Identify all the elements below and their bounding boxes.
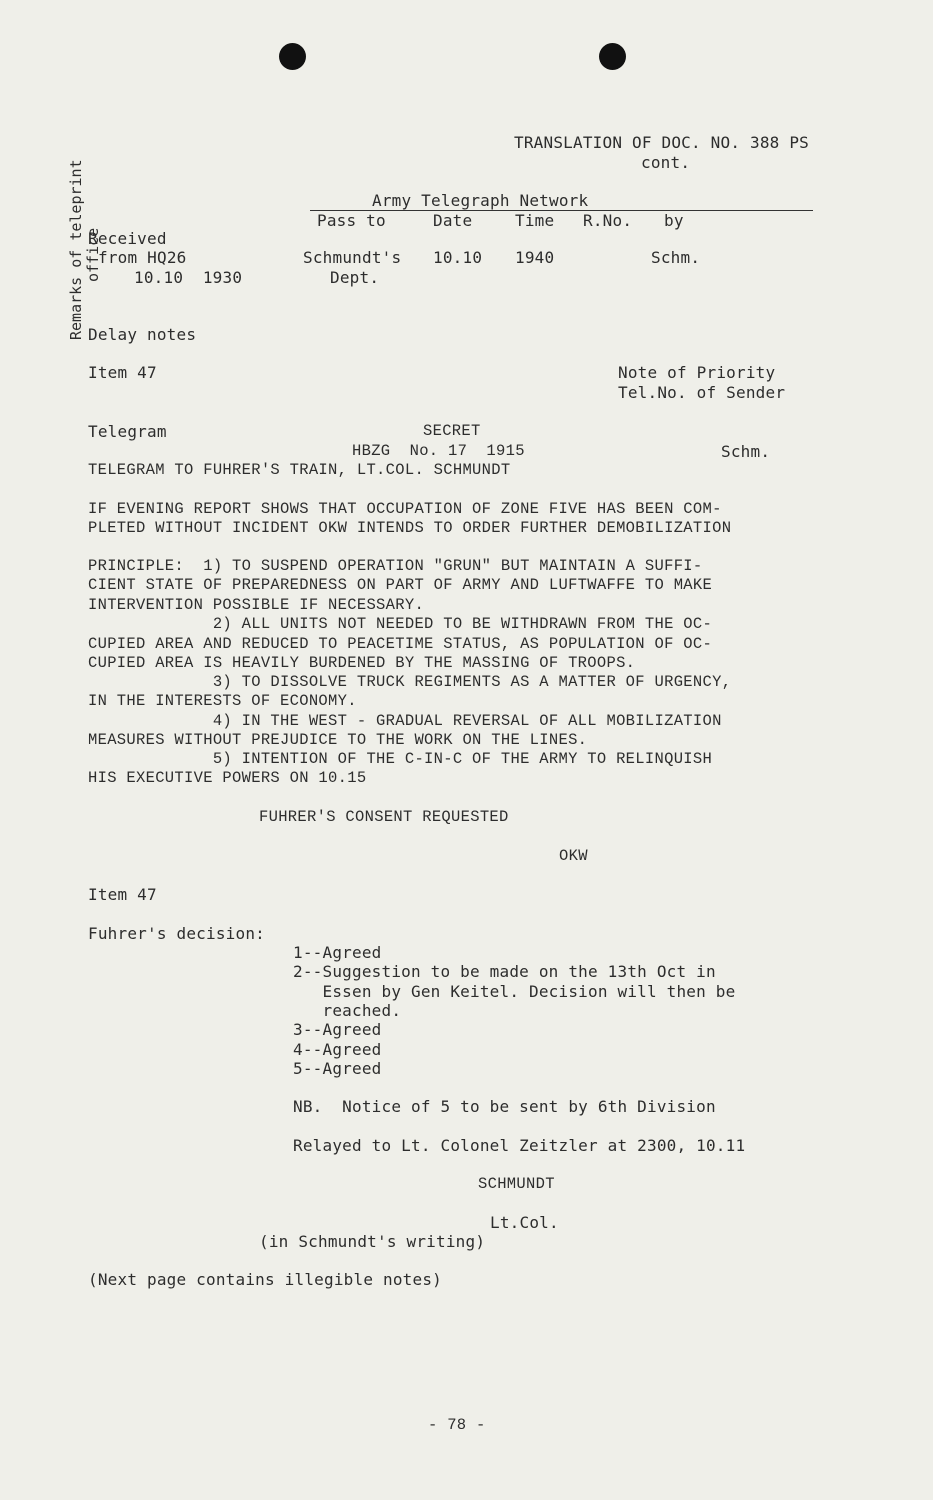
principle-line: HIS EXECUTIVE POWERS ON 10.15 — [88, 769, 367, 787]
punch-hole-right — [599, 43, 626, 70]
principle-line: INTERVENTION POSSIBLE IF NECESSARY. — [88, 596, 425, 614]
col-rno: R.No. — [583, 211, 633, 230]
priority-note: Note of Priority — [618, 363, 776, 382]
principle-line: CUPIED AREA AND REDUCED TO PEACETIME STATUS, AS POPULATION OF OC- — [88, 635, 713, 653]
principle-line: 5) INTENTION OF THE C-IN-C OF THE ARMY TO RELINQUISH — [88, 750, 713, 768]
telegram-label: Telegram — [88, 422, 167, 441]
doc-title: TRANSLATION OF DOC. NO. 388 PS — [514, 133, 809, 152]
delay-notes: Delay notes — [88, 325, 197, 344]
sender-tel-no: Tel.No. of Sender — [618, 383, 786, 402]
writing-note: (in Schmundt's writing) — [259, 1232, 486, 1251]
page-number: - 78 - — [428, 1416, 486, 1434]
telegram-ref: HBZG No. 17 1915 — [352, 442, 525, 460]
principle-line: PRINCIPLE: 1) TO SUSPEND OPERATION "GRUN" BUT MAINTAIN A SUFFI- — [88, 557, 703, 575]
row-pass-to-2: Dept. — [330, 268, 380, 287]
margin-note-line2: office — [84, 227, 102, 282]
network-header: Army Telegraph Network — [372, 191, 589, 210]
decision-line: 1--Agreed — [293, 943, 382, 962]
decision-line: 3--Agreed — [293, 1020, 382, 1039]
principle-line: 3) TO DISSOLVE TRUCK REGIMENTS AS A MATTER OF URGENCY, — [88, 673, 732, 691]
principle-line: CUPIED AREA IS HEAVILY BURDENED BY THE MASSING OF TROOPS. — [88, 654, 636, 672]
col-time: Time — [515, 211, 555, 230]
row-time: 1940 — [515, 248, 555, 267]
punch-hole-left — [279, 43, 306, 70]
decision-line: reached. — [293, 1001, 402, 1020]
item-number-bottom: Item 47 — [88, 885, 157, 904]
classification: SECRET — [423, 422, 481, 440]
margin-note-line1: Remarks of teleprint — [67, 159, 85, 340]
received-from: from HQ26 — [98, 248, 187, 267]
telegram-to: TELEGRAM TO FUHRER'S TRAIN, LT.COL. SCHMUNDT — [88, 461, 511, 479]
okw-signoff: OKW — [559, 847, 588, 865]
decision-line: Essen by Gen Keitel. Decision will then be — [293, 982, 736, 1001]
item-number-top: Item 47 — [88, 363, 157, 382]
body-line: IF EVENING REPORT SHOWS THAT OCCUPATION OF ZONE FIVE HAS BEEN COM- — [88, 500, 722, 518]
principle-line: 4) IN THE WEST - GRADUAL REVERSAL OF ALL MOBILIZATION — [88, 712, 722, 730]
principle-line: 2) ALL UNITS NOT NEEDED TO BE WITHDRAWN FROM THE OC- — [88, 615, 713, 633]
decision-line: 4--Agreed — [293, 1040, 382, 1059]
received-datetime: 10.10 1930 — [134, 268, 243, 287]
doc-title-cont: cont. — [641, 153, 691, 172]
col-by: by — [664, 211, 684, 230]
signature-name: SCHMUNDT — [478, 1175, 555, 1193]
relayed-note: Relayed to Lt. Colonel Zeitzler at 2300, 10.11 — [293, 1136, 746, 1155]
decision-line: 2--Suggestion to be made on the 13th Oct in — [293, 962, 716, 981]
principle-line: CIENT STATE OF PREPAREDNESS ON PART OF ARMY AND LUFTWAFFE TO MAKE — [88, 576, 713, 594]
principle-line: IN THE INTERESTS OF ECONOMY. — [88, 692, 357, 710]
body-line: PLETED WITHOUT INCIDENT OKW INTENDS TO ORDER FURTHER DEMOBILIZATION — [88, 519, 732, 537]
signature-rank: Lt.Col. — [490, 1213, 559, 1232]
nb-note: NB. Notice of 5 to be sent by 6th Division — [293, 1097, 716, 1116]
col-date: Date — [433, 211, 473, 230]
decision-label: Fuhrer's decision: — [88, 924, 265, 943]
margin-note — [68, 159, 102, 340]
consent-request: FUHRER'S CONSENT REQUESTED — [259, 808, 509, 826]
principle-line: MEASURES WITHOUT PREJUDICE TO THE WORK ON THE LINES. — [88, 731, 588, 749]
next-page-note: (Next page contains illegible notes) — [88, 1270, 442, 1289]
row-by: Schm. — [651, 248, 701, 267]
telegram-sender: Schm. — [721, 442, 771, 461]
received-label: Received — [88, 229, 167, 248]
row-date: 10.10 — [433, 248, 483, 267]
decision-line: 5--Agreed — [293, 1059, 382, 1078]
row-pass-to: Schmundt's — [303, 248, 402, 267]
col-pass-to: Pass to — [317, 211, 386, 230]
